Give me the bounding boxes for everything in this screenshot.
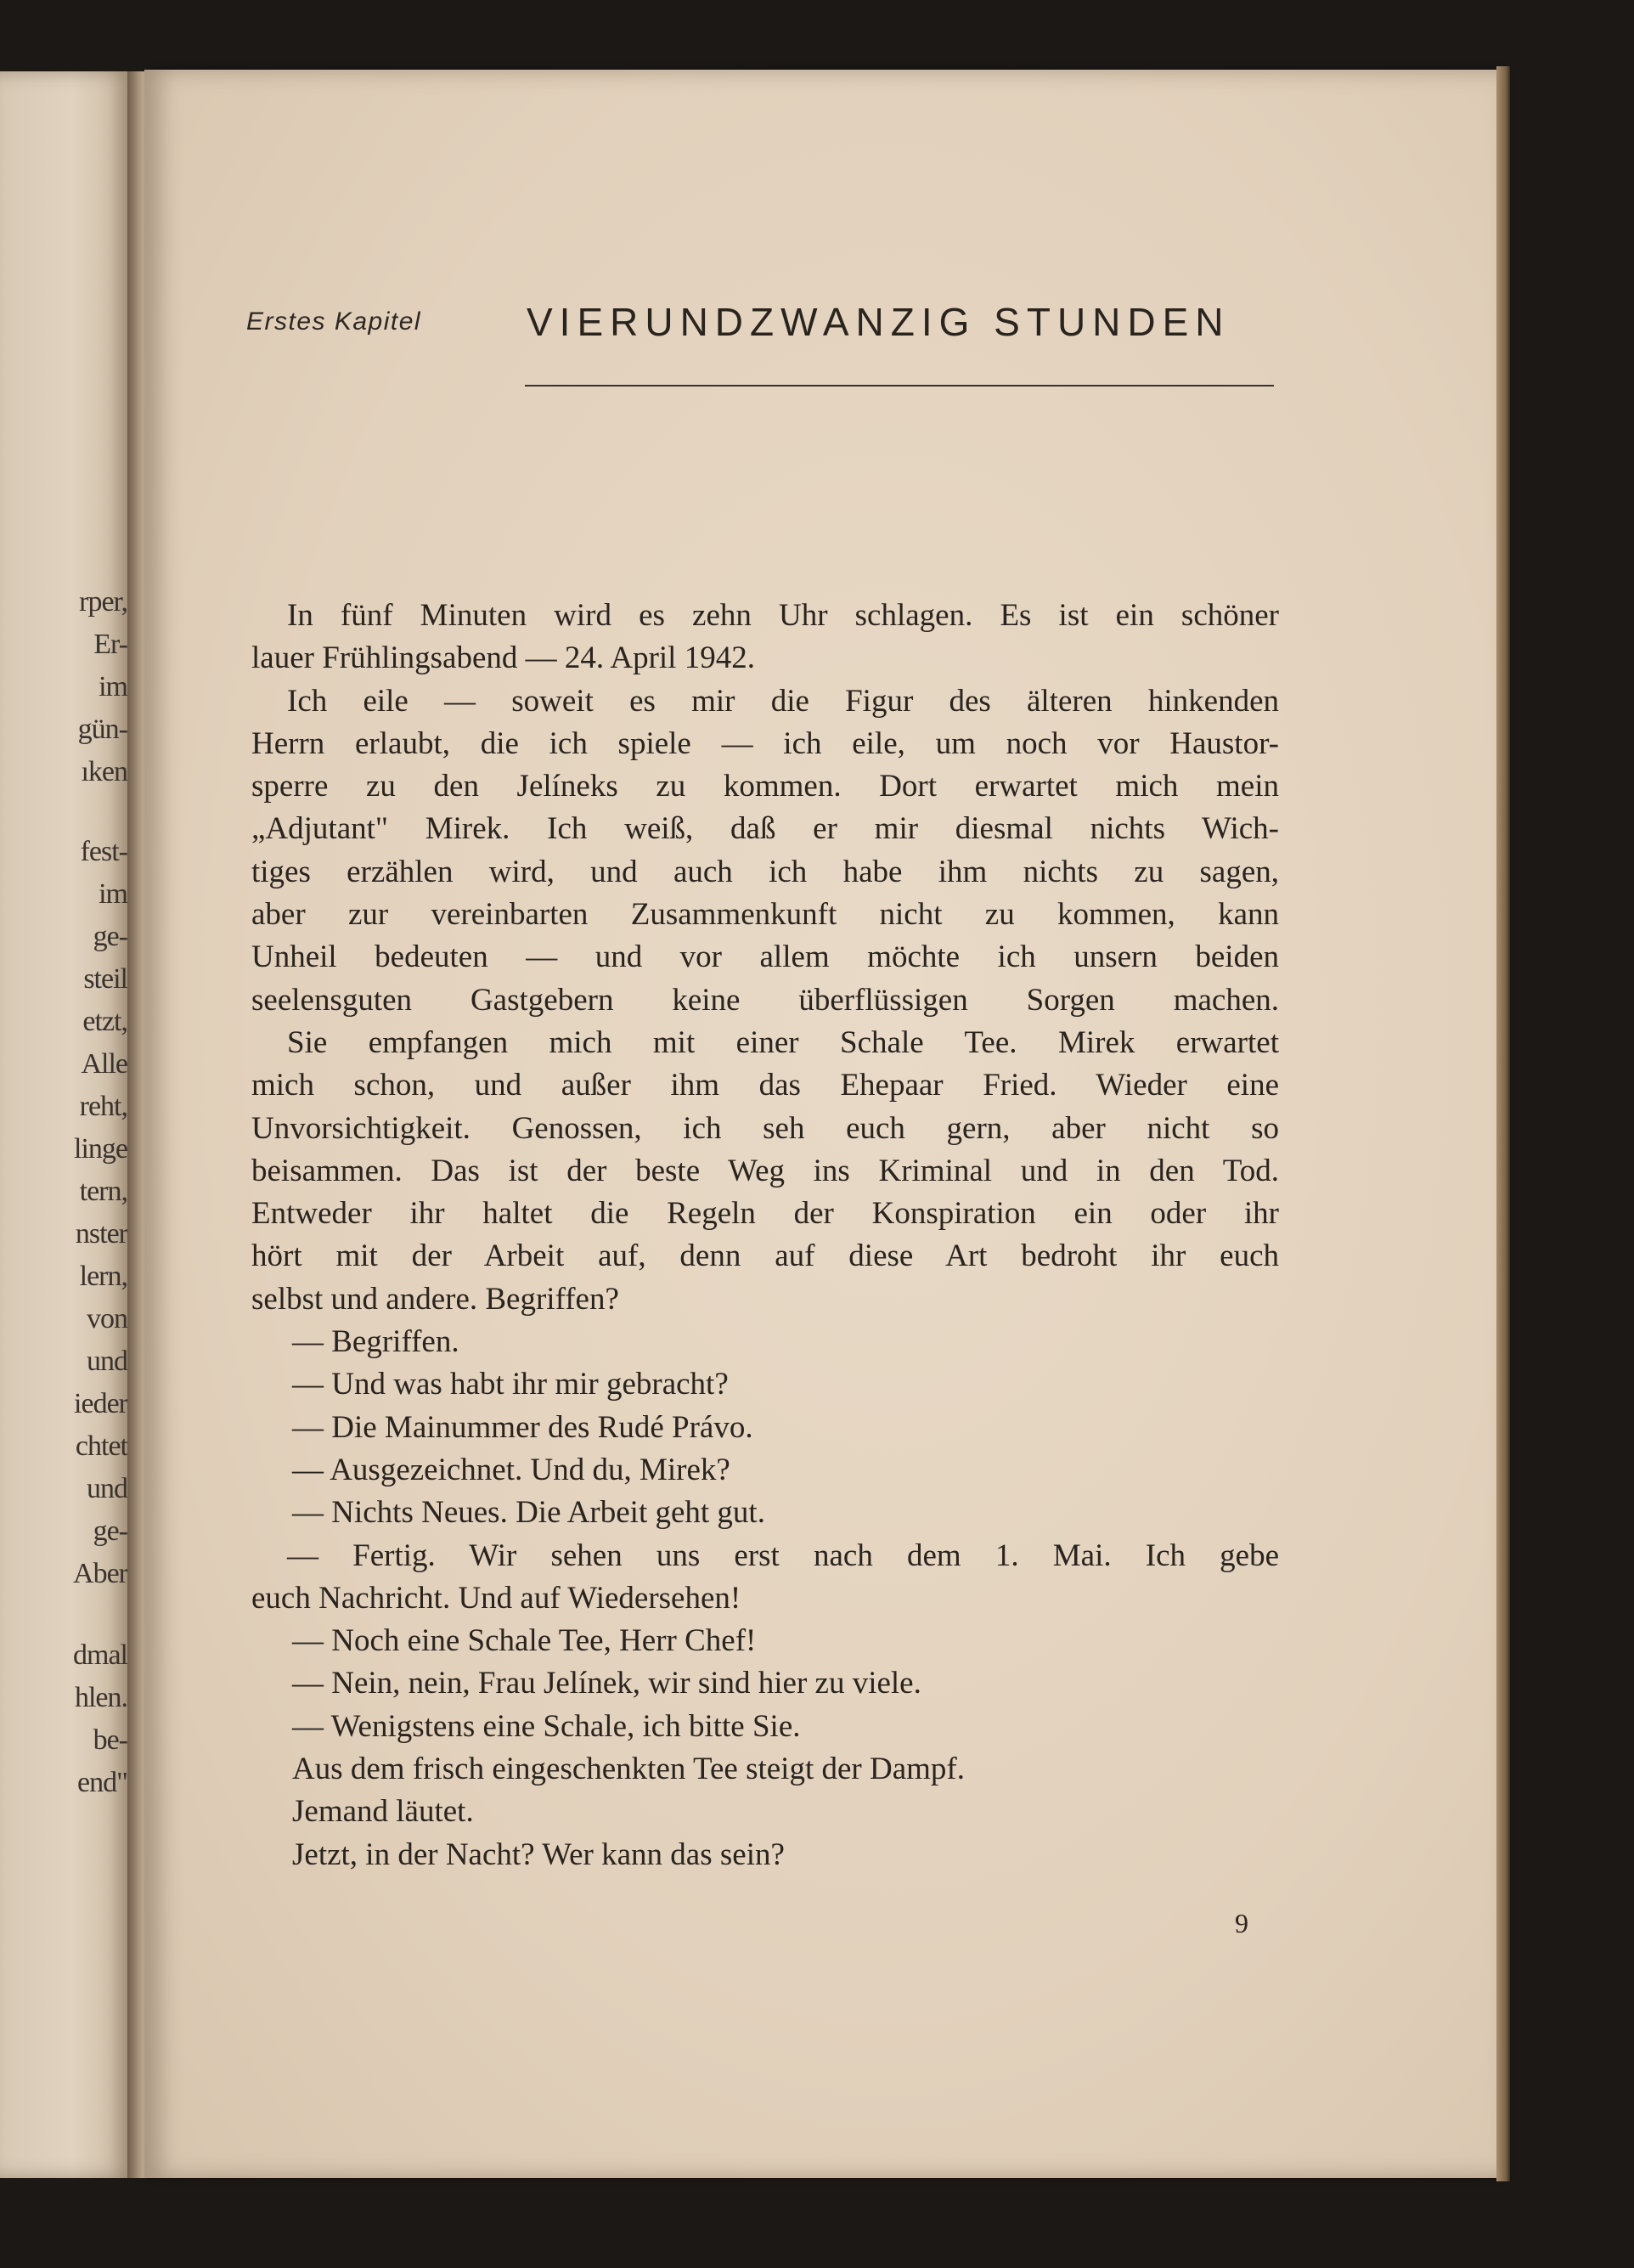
- text-line: Unvorsichtigkeit. Genossen, ich seh euch gern, aber nicht so: [251, 1110, 1279, 1146]
- left-page-fragment: und: [87, 1346, 127, 1377]
- left-page-fragment: ge-: [93, 921, 127, 952]
- left-page-fragment: im: [99, 671, 127, 702]
- page-edge: [1496, 66, 1510, 2181]
- dialogue-line: — Nein, nein, Frau Jelínek, wir sind hier zu viele.: [292, 1666, 921, 1701]
- left-page-fragment: chtet: [75, 1430, 127, 1462]
- text-line: selbst und andere. Begriffen?: [251, 1281, 619, 1317]
- text-line: mich schon, und außer ihm das Ehepaar Fried. Wieder eine: [251, 1068, 1279, 1103]
- text-line: Herrn erlaubt, die ich spiele — ich eile, um noch vor Haustor-: [251, 725, 1279, 761]
- text-line: Jetzt, in der Nacht? Wer kann das sein?: [292, 1836, 785, 1872]
- left-page-fragment: be-: [93, 1724, 127, 1756]
- left-page-fragment: dmal: [73, 1639, 127, 1671]
- dialogue-line: — Die Mainummer des Rudé Právo.: [292, 1409, 753, 1445]
- text-line: Ich eile — soweit es mir die Figur des älteren hinkenden: [287, 683, 1279, 719]
- text-line: „Adjutant" Mirek. Ich weiß, daß er mir diesmal nichts Wich-: [251, 811, 1279, 847]
- left-page-fragment: reht,: [79, 1091, 127, 1122]
- dialogue-line: — Begriffen.: [292, 1324, 459, 1360]
- text-line: In fünf Minuten wird es zehn Uhr schlagen. Es ist ein schöner: [287, 598, 1279, 633]
- text-line: Entweder ihr haltet die Regeln der Konspiration ein oder ihr: [251, 1196, 1279, 1232]
- text-line: Aus dem frisch eingeschenkten Tee steigt der Dampf.: [292, 1752, 965, 1787]
- text-line: lauer Frühlingsabend — 24. April 1942.: [251, 640, 755, 676]
- left-page-fragment: etzt,: [82, 1006, 127, 1037]
- left-page-fragment: und: [87, 1473, 127, 1504]
- left-page-fragment: ieder: [74, 1388, 127, 1419]
- left-page-fragment: lern,: [79, 1261, 127, 1292]
- left-page-fragment: im: [99, 878, 127, 910]
- text-line: seelensguten Gastgebern keine überflüssigen Sorgen machen.: [251, 982, 1279, 1018]
- text-line: aber zur vereinbarten Zusammenkunft nicht zu kommen, kann: [251, 897, 1279, 933]
- left-page-fragment: nster: [75, 1218, 127, 1250]
- left-page-fragment: gün-: [77, 714, 127, 745]
- left-page-fragment: fest-: [80, 836, 127, 867]
- left-page-fragment: Alle: [81, 1048, 127, 1080]
- dialogue-line: — Noch eine Schale Tee, Herr Chef!: [292, 1623, 757, 1659]
- text-line: Jemand läutet.: [292, 1794, 474, 1830]
- left-page-fragment: von: [87, 1303, 127, 1334]
- title-rule: [525, 385, 1274, 386]
- left-page-fragment: tern,: [79, 1176, 127, 1207]
- dialogue-line: — Und was habt ihr mir gebracht?: [292, 1367, 729, 1402]
- left-page-fragment: ıken: [81, 756, 127, 787]
- text-line: hört mit der Arbeit auf, denn auf diese Art bedroht ihr euch: [251, 1238, 1279, 1274]
- dialogue-line: — Ausgezeichnet. Und du, Mirek?: [292, 1452, 730, 1487]
- text-line: sperre zu den Jelíneks zu kommen. Dort erwartet mich mein: [251, 769, 1279, 804]
- previous-page: [0, 71, 132, 2178]
- dialogue-line: — Nichts Neues. Die Arbeit geht gut.: [292, 1495, 765, 1531]
- left-page-fragment: hlen.: [74, 1682, 127, 1713]
- left-page-fragment: Er-: [93, 629, 127, 660]
- chapter-label: Erstes Kapitel: [246, 307, 422, 336]
- page-number: 9: [1235, 1908, 1248, 1938]
- dialogue-line: — Wenigstens eine Schale, ich bitte Sie.: [292, 1708, 801, 1744]
- body-text: [251, 595, 1279, 1876]
- text-line: Unheil bedeuten — und vor allem möchte ich unsern beiden: [251, 939, 1279, 975]
- left-page-fragment: end": [77, 1767, 127, 1798]
- text-line: euch Nachricht. Und auf Wiedersehen!: [251, 1580, 741, 1616]
- left-page-fragment: ge-: [93, 1515, 127, 1547]
- text-line: beisammen. Das ist der beste Weg ins Kriminal und in den Tod.: [251, 1153, 1279, 1188]
- left-page-fragment: steil: [83, 963, 127, 995]
- left-page-fragment: linge: [74, 1133, 127, 1165]
- text-line: Sie empfangen mich mit einer Schale Tee. Mirek erwartet: [287, 1024, 1279, 1060]
- left-page-fragment: Aber: [73, 1558, 127, 1589]
- chapter-title: VIERUNDZWANZIG STUNDEN: [527, 300, 1231, 344]
- dialogue-line: — Fertig. Wir sehen uns erst nach dem 1. Mai. Ich gebe: [287, 1537, 1279, 1573]
- left-page-fragment: rper,: [79, 586, 127, 618]
- text-line: tiges erzählen wird, und auch ich habe ihm nichts zu sagen,: [251, 854, 1279, 889]
